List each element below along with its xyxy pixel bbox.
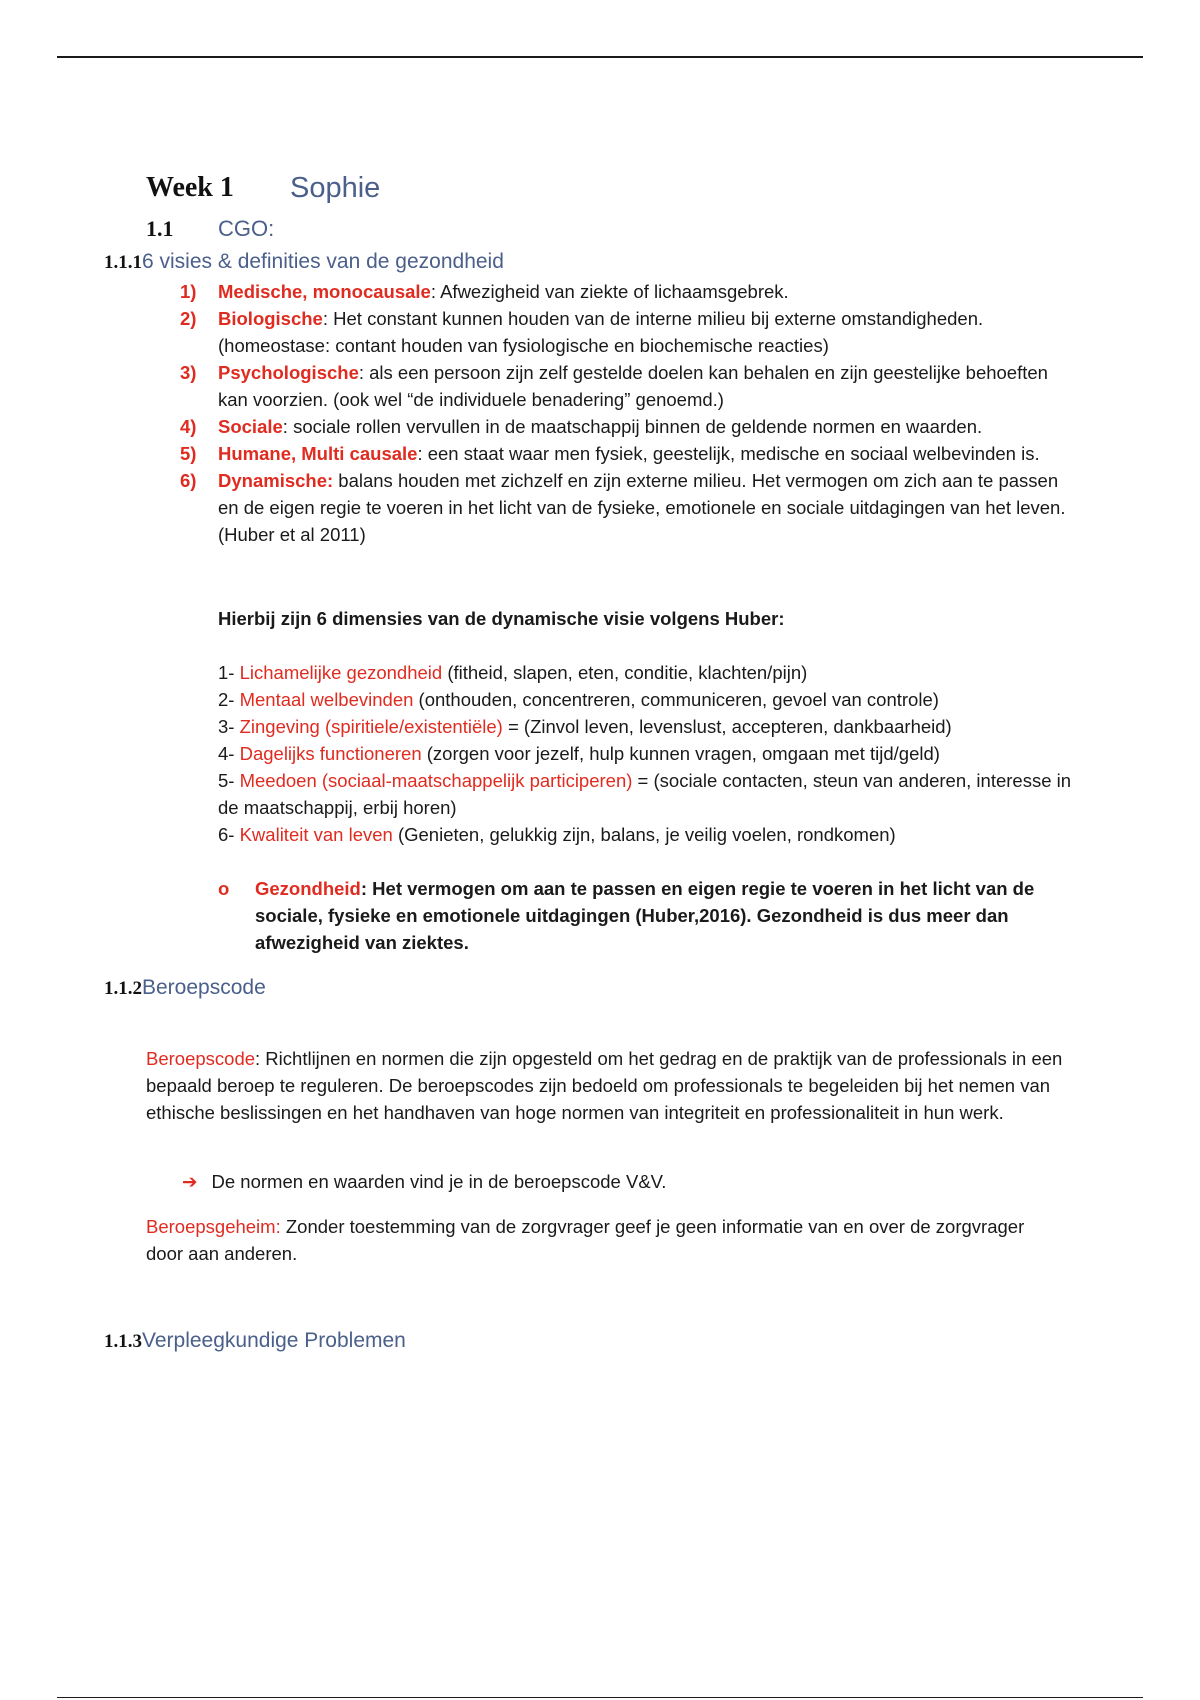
header-rule — [57, 56, 1143, 58]
subsection-number: 1.1.1 — [104, 252, 142, 273]
section-number: 1.1 — [146, 216, 174, 241]
list-item: 6) Dynamische: balans houden met zichzelf en zijn externe milieu. Het vermogen om zich aan te passen en de eigen regie te voeren in het licht van de fysieke, emotionele en sociale uitdagingen van het leven. (Huber et al 2011) — [180, 470, 1066, 545]
list-item: 4- Dagelijks functioneren (zorgen voor jezelf, hulp kunnen vragen, omgaan met tijd/geld) — [218, 743, 940, 764]
subsection-number: 1.1.2 — [104, 978, 142, 999]
huber-dimensions — [218, 605, 1078, 848]
arrow-note: ➔ De normen en waarden vind je in de beroepscode V&V. — [182, 1171, 667, 1192]
list-item: 3) Psychologische: als een persoon zijn zelf gestelde doelen kan behalen en zijn geestelijke behoeften kan voorzien. (ook wel “de individuele benadering” genoemd.) — [180, 362, 1048, 410]
bullet-icon: o — [218, 878, 230, 899]
beroepscode-paragraph: Beroepscode: Richtlijnen en normen die zijn opgesteld om het gedrag en de praktijk van de professionals in een bepaald beroep te reguleren. De beroepscodes zijn bedoeld om professionals te begeleiden bij het nemen van ethische beslissingen en het handhaven van hoge normen van integriteit en professionaliteit in hun werk. — [146, 1048, 1063, 1123]
subsection-heading-112 — [104, 976, 266, 1000]
list-item: 5) Humane, Multi causale: een staat waar men fysiek, geestelijk, medische en sociaal welbevinden is. — [180, 443, 1040, 464]
list-item: 5- Meedoen (sociaal-maatschappelijk participeren) = (sociale contacten, steun van anderen, interesse in de maatschappij, erbij horen) — [218, 770, 1072, 818]
subsection-title: Verpleegkundige Problemen — [142, 1329, 406, 1352]
author-name: Sophie — [290, 172, 381, 204]
subsection-heading-111 — [104, 250, 504, 274]
list-item: 6- Kwaliteit van leven (Genieten, gelukkig zijn, balans, je veilig voelen, rondkomen) — [218, 824, 896, 845]
footer-rule — [57, 1697, 1143, 1698]
subsection-title: Beroepscode — [142, 976, 266, 999]
subsection-number: 1.1.3 — [104, 1331, 142, 1352]
health-visions-list — [180, 278, 1080, 548]
health-definition-bullet: o Gezondheid: Het vermogen om aan te passen en eigen regie te voeren in het licht van de sociale, fysieke en emotionele uitdagingen (Huber,2016). Gezondheid is dus meer dan afwezigheid van ziektes. — [218, 875, 1058, 956]
subsection-title: 6 visies & definities van de gezondheid — [142, 250, 504, 273]
subsection-heading-113 — [104, 1329, 406, 1353]
list-item: 3- Zingeving (spiritiele/existentiële) = (Zinvol leven, levenslust, accepteren, dankbaarheid) — [218, 716, 952, 737]
section-title: CGO: — [218, 216, 275, 241]
list-item: 1- Lichamelijke gezondheid (fitheid, slapen, eten, conditie, klachten/pijn) — [218, 662, 808, 683]
dimensions-heading: Hierbij zijn 6 dimensies van de dynamische visie volgens Huber: — [218, 608, 785, 629]
list-item: 4) Sociale: sociale rollen vervullen in de maatschappij binnen de geldende normen en waarden. — [180, 416, 983, 437]
week-heading: Week 1 — [146, 172, 234, 203]
list-item: 2- Mentaal welbevinden (onthouden, concentreren, communiceren, gevoel van controle) — [218, 689, 939, 710]
list-item: 1) Medische, monocausale: Afwezigheid van ziekte of lichaamsgebrek. — [180, 281, 789, 302]
list-item: 2) Biologische: Het constant kunnen houden van de interne milieu bij externe omstandigheden. (homeostase: contant houden van fysiologische en biochemische reacties) — [180, 308, 984, 356]
beroepsgeheim-paragraph: Beroepsgeheim: Zonder toestemming van de zorgvrager geef je geen informatie van en over de zorgvrager door aan anderen. — [146, 1216, 1025, 1264]
arrow-right-icon: ➔ — [182, 1171, 198, 1192]
